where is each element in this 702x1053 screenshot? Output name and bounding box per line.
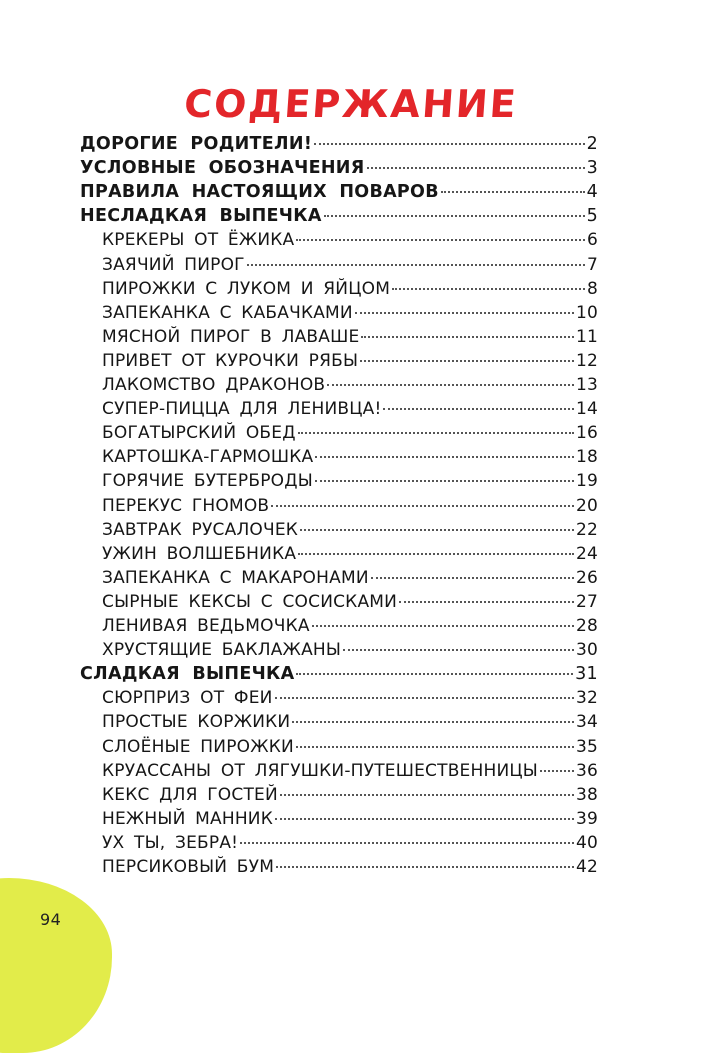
toc-page-number: 27 [575, 591, 598, 612]
toc-page-number: 39 [575, 808, 598, 829]
toc-section[interactable] [80, 664, 598, 690]
dot-leader [392, 288, 585, 290]
dot-leader [371, 577, 574, 579]
toc-item[interactable] [102, 399, 598, 425]
toc-label: ГОРЯЧИЕ БУТЕРБРОДЫ [102, 471, 313, 492]
toc-page-number: 7 [586, 254, 598, 275]
page-number: 94 [40, 910, 62, 929]
dot-leader [327, 384, 574, 386]
toc-label: УСЛОВНЫЕ ОБОЗНАЧЕНИЯ [80, 158, 365, 179]
dot-leader [315, 456, 574, 458]
dot-leader [343, 649, 574, 651]
dot-leader [275, 818, 574, 820]
toc-label: УЖИН ВОЛШЕБНИКА [102, 543, 297, 564]
toc-item[interactable] [102, 327, 598, 353]
dot-leader [361, 336, 574, 338]
toc-item[interactable] [102, 737, 598, 763]
toc-item[interactable] [102, 544, 598, 570]
dot-leader [296, 746, 574, 748]
dot-leader [399, 601, 574, 603]
dot-leader [312, 625, 574, 627]
toc-page-number: 20 [575, 495, 598, 516]
toc-label: ЗАПЕКАНКА С КАБАЧКАМИ [102, 302, 353, 323]
toc-page-number: 26 [575, 567, 598, 588]
toc-label: ЗАПЕКАНКА С МАКАРОНАМИ [102, 567, 369, 588]
toc-label: МЯСНОЙ ПИРОГ В ЛАВАШЕ [102, 326, 360, 347]
toc-page-number: 2 [586, 134, 598, 154]
toc-page-number: 13 [575, 375, 598, 395]
dot-leader [383, 408, 573, 410]
toc-section[interactable] [80, 158, 598, 184]
toc-label: ПРОСТЫЕ КОРЖИКИ [102, 712, 291, 733]
toc-label: УХ ТЫ, ЗЕБРА! [102, 832, 239, 853]
toc-page-number: 34 [575, 712, 598, 733]
dot-leader [355, 312, 574, 314]
toc-page-number: 42 [575, 857, 598, 877]
toc-page-number: 24 [575, 543, 598, 564]
toc-label: ЗАЯЧИЙ ПИРОГ [102, 254, 245, 275]
toc-label: КРЕКЕРЫ ОТ ЁЖИКА [102, 230, 295, 251]
dot-leader [296, 239, 585, 241]
toc-section[interactable] [80, 206, 598, 232]
dot-leader [298, 432, 574, 434]
dot-leader [360, 360, 574, 362]
toc-page-number: 8 [586, 278, 598, 299]
toc-item[interactable] [102, 568, 598, 594]
toc-page-number: 3 [586, 158, 598, 179]
dot-leader [292, 721, 574, 723]
toc-page-number: 16 [575, 423, 598, 444]
dot-leader [314, 143, 584, 145]
toc-item[interactable] [102, 279, 598, 305]
dot-leader [315, 480, 574, 482]
toc-label: КАРТОШКА-ГАРМОШКА [102, 447, 314, 468]
toc-item[interactable] [102, 471, 598, 497]
dot-leader [300, 529, 574, 531]
toc-page-number: 14 [575, 399, 598, 420]
toc-item[interactable] [102, 688, 598, 714]
toc-label: КРУАССАНЫ ОТ ЛЯГУШКИ-ПУТЕШЕСТВЕННИЦЫ [102, 760, 538, 781]
dot-leader [240, 842, 574, 844]
toc-item[interactable] [102, 375, 598, 401]
toc-page-number: 5 [586, 206, 598, 227]
dot-leader [324, 215, 585, 217]
toc-label: КЕКС ДЛЯ ГОСТЕЙ [102, 784, 278, 805]
toc-label: СУПЕР-ПИЦЦА ДЛЯ ЛЕНИВЦА! [102, 399, 382, 420]
dot-leader [367, 167, 585, 169]
toc-section[interactable] [80, 182, 598, 208]
toc-item[interactable] [102, 230, 598, 256]
toc-label: ПЕРСИКОВЫЙ БУМ [102, 857, 275, 877]
toc-page-number: 30 [575, 640, 598, 661]
toc-item[interactable] [102, 303, 598, 329]
dot-leader [441, 191, 585, 193]
toc-label: НЕЖНЫЙ МАННИК [102, 808, 273, 829]
toc-item[interactable] [102, 423, 598, 449]
toc-item[interactable] [102, 833, 598, 859]
toc-item[interactable] [102, 447, 598, 473]
dot-leader [280, 794, 574, 796]
toc-item[interactable] [102, 857, 598, 883]
toc-page-number: 18 [575, 447, 598, 468]
toc-item[interactable] [102, 809, 598, 835]
toc-item[interactable] [102, 640, 598, 666]
toc-label: ДОРОГИЕ РОДИТЕЛИ! [80, 134, 313, 154]
corner-blob-decoration [0, 878, 112, 1053]
toc-label: ЛЕНИВАЯ ВЕДЬМОЧКА [102, 616, 310, 636]
toc-page-number: 22 [575, 519, 598, 540]
toc-label: ПРИВЕТ ОТ КУРОЧКИ РЯБЫ [102, 350, 359, 371]
toc-page-number: 31 [575, 664, 598, 685]
toc-label: ПИРОЖКИ С ЛУКОМ И ЯЙЦОМ [102, 278, 391, 299]
toc-page-number: 35 [575, 736, 598, 757]
toc-item[interactable] [102, 496, 598, 522]
toc-page-number: 12 [575, 350, 598, 371]
toc-label: БОГАТЫРСКИЙ ОБЕД [102, 423, 296, 444]
dot-leader [540, 770, 574, 772]
dot-leader [298, 553, 574, 555]
toc-page-number: 36 [575, 760, 598, 781]
dot-leader [276, 866, 574, 868]
toc-item[interactable] [102, 761, 598, 787]
toc-item[interactable] [102, 255, 598, 281]
toc-section[interactable] [80, 134, 598, 160]
toc-item[interactable] [102, 785, 598, 811]
toc-page-number: 4 [586, 182, 598, 203]
toc-label: ХРУСТЯЩИЕ БАКЛАЖАНЫ [102, 640, 342, 661]
toc-page-number: 19 [575, 471, 598, 492]
toc-page-number: 6 [586, 230, 598, 251]
toc-item[interactable] [102, 592, 598, 618]
toc-page-number: 38 [575, 784, 598, 805]
toc-label: СЮРПРИЗ ОТ ФЕИ [102, 688, 273, 709]
toc-label: СЛОЁНЫЕ ПИРОЖКИ [102, 736, 294, 757]
toc-page-number: 40 [575, 832, 598, 853]
toc-page-number: 11 [575, 326, 598, 347]
dot-leader [296, 673, 573, 675]
toc-item[interactable] [102, 616, 598, 642]
toc-label: ПРАВИЛА НАСТОЯЩИХ ПОВАРОВ [80, 182, 439, 203]
toc-label: СЛАДКАЯ ВЫПЕЧКА [80, 664, 295, 685]
toc-label: НЕСЛАДКАЯ ВЫПЕЧКА [80, 206, 322, 227]
toc-label: ПЕРЕКУС ГНОМОВ [102, 495, 270, 516]
dot-leader [271, 505, 574, 507]
toc-page-number: 10 [575, 302, 598, 323]
toc-label: ЛАКОМСТВО ДРАКОНОВ [102, 375, 326, 395]
toc-page-number: 32 [575, 688, 598, 709]
toc-item[interactable] [102, 520, 598, 546]
page-title: СОДЕРЖАНИЕ [182, 82, 520, 126]
toc-label: ЗАВТРАК РУСАЛОЧЕК [102, 519, 299, 540]
toc-item[interactable] [102, 712, 598, 738]
dot-leader [275, 697, 574, 699]
toc-page-number: 28 [575, 616, 598, 636]
dot-leader [247, 264, 585, 266]
toc-item[interactable] [102, 351, 598, 377]
toc-label: СЫРНЫЕ КЕКСЫ С СОСИСКАМИ [102, 591, 398, 612]
